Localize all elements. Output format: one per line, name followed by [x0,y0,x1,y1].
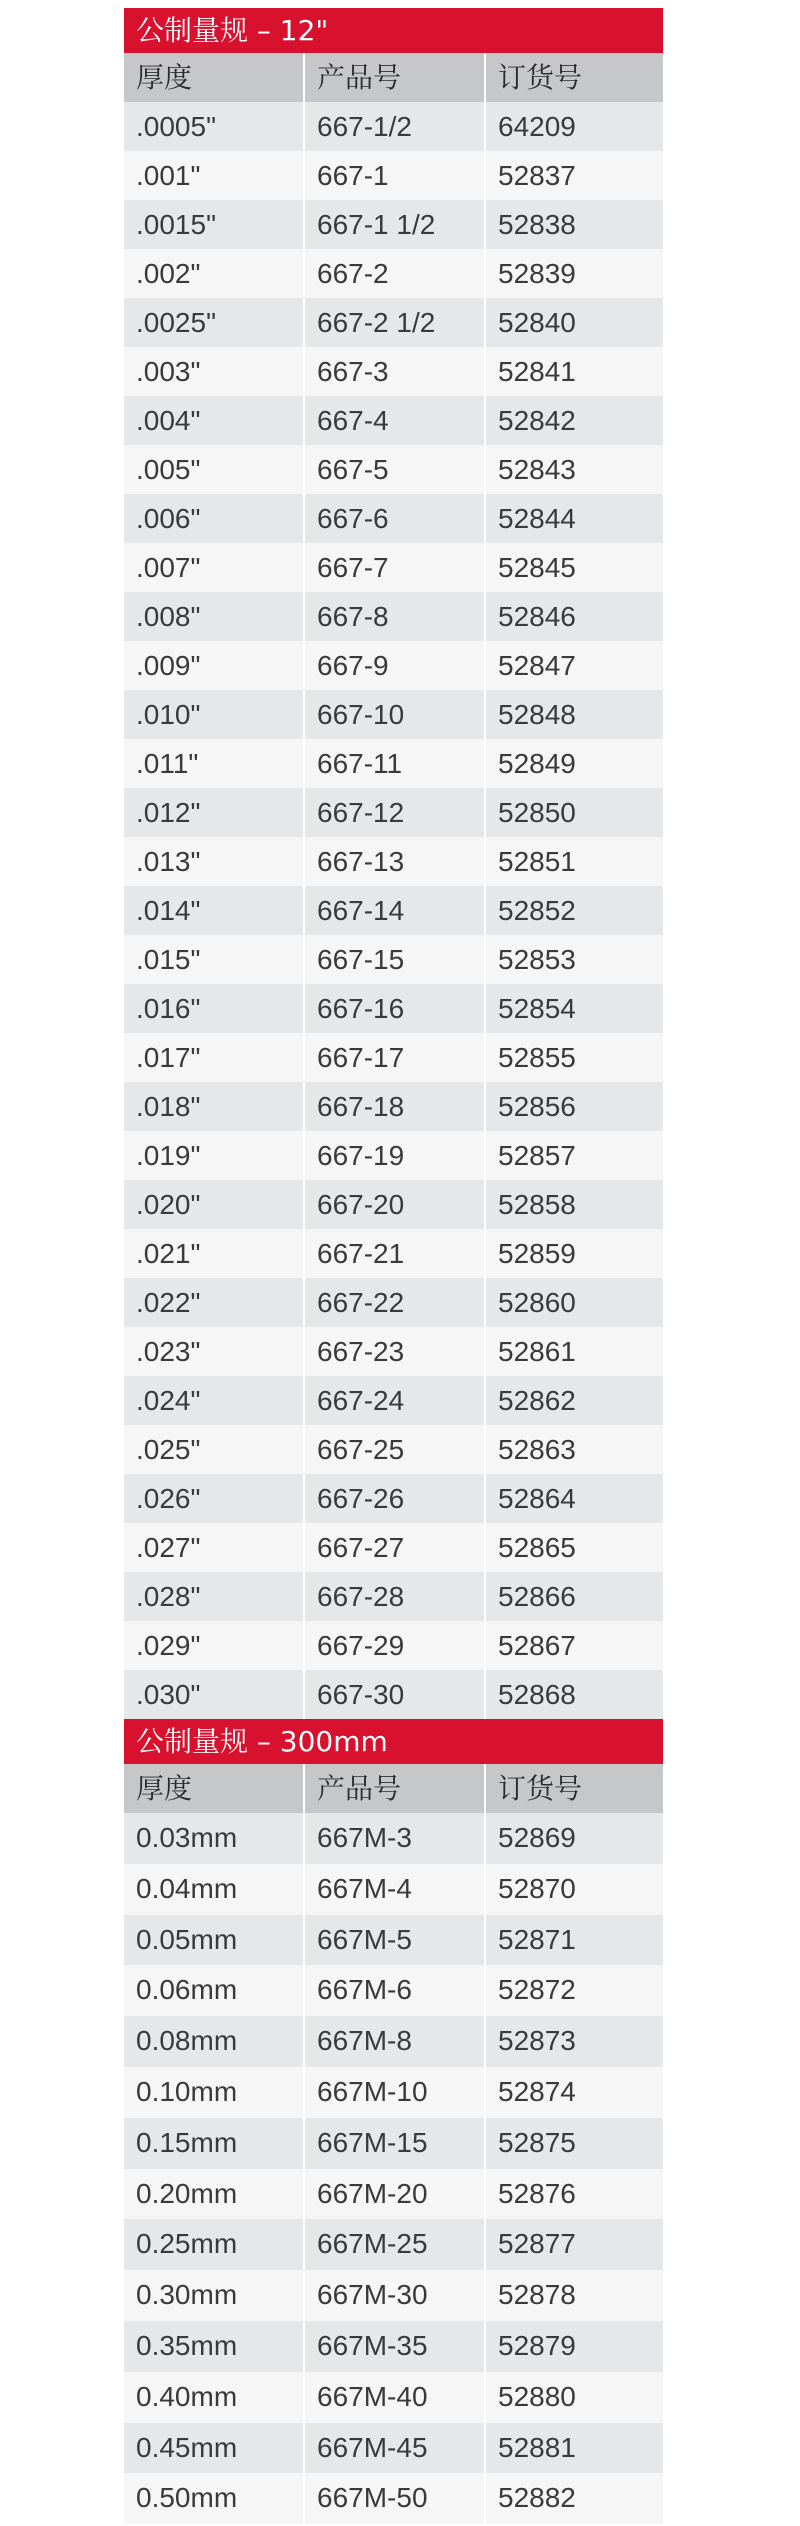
order-no-cell: 52860 [498,1287,576,1318]
header-product-no: 产品号 [305,1764,486,1813]
thickness-cell: .020" [124,1180,305,1229]
table-row [124,2118,663,2169]
table-row [124,396,663,445]
thickness-cell: 0.20mm [124,2169,305,2220]
order-no-cell: 52866 [498,1581,576,1612]
product-no-cell: 667M-8 [305,2016,486,2067]
table-row [124,2423,663,2474]
thickness-cell: 0.30mm [124,2270,305,2321]
thickness-cell: .027" [124,1523,305,1572]
table-row [124,1572,663,1621]
thickness-cell: 0.50mm [124,2473,305,2524]
thickness-cell: 0.05mm [124,1915,305,1966]
table-row [124,837,663,886]
order-no-cell: 52849 [498,748,576,779]
product-no-cell: 667-7 [305,543,486,592]
thickness-cell: .013" [124,837,305,886]
thickness-cell: .005" [124,445,305,494]
product-no-cell: 667M-15 [305,2118,486,2169]
table-row [124,2473,663,2524]
table-row [124,2372,663,2423]
thickness-cell: .019" [124,1131,305,1180]
thickness-cell: .029" [124,1621,305,1670]
order-no-cell: 52842 [498,405,576,436]
thickness-cell: .006" [124,494,305,543]
thickness-cell: .0025" [124,298,305,347]
table-row [124,2270,663,2321]
table-row [124,592,663,641]
order-no-cell: 52846 [498,601,576,632]
order-no-cell: 52847 [498,650,576,681]
order-no-cell: 52879 [498,2329,576,2361]
product-no-cell: 667-28 [305,1572,486,1621]
table-header-row [124,1764,663,1813]
thickness-cell: 0.35mm [124,2321,305,2372]
header-product-no: 产品号 [305,53,486,102]
product-no-cell: 667-3 [305,347,486,396]
table-row [124,2067,663,2118]
thickness-cell: .008" [124,592,305,641]
table-row [124,788,663,837]
order-no-cell: 52870 [498,1872,576,1904]
product-no-cell: 667-15 [305,935,486,984]
product-no-cell: 667-16 [305,984,486,1033]
thickness-cell: 0.15mm [124,2118,305,2169]
product-no-cell: 667M-10 [305,2067,486,2118]
order-no-cell: 52857 [498,1140,576,1171]
table-row [124,1131,663,1180]
product-no-cell: 667-26 [305,1474,486,1523]
thickness-cell: .016" [124,984,305,1033]
thickness-cell: .017" [124,1033,305,1082]
spec-tables [124,8,663,2524]
table-row [124,641,663,690]
thickness-cell: .026" [124,1474,305,1523]
order-no-cell: 52869 [498,1822,576,1853]
product-no-cell: 667-17 [305,1033,486,1082]
product-no-cell: 667-8 [305,592,486,641]
table-row [124,1523,663,1572]
product-no-cell: 667-5 [305,445,486,494]
product-no-cell: 667M-5 [305,1915,486,1966]
thickness-cell: .021" [124,1229,305,1278]
order-no-cell: 52854 [498,993,576,1024]
product-no-cell: 667M-30 [305,2270,486,2321]
order-no-cell: 52865 [498,1532,576,1563]
product-no-cell: 667-6 [305,494,486,543]
thickness-cell: 0.25mm [124,2219,305,2270]
product-no-cell: 667M-4 [305,1864,486,1915]
product-no-cell: 667-21 [305,1229,486,1278]
order-no-cell: 52867 [498,1630,576,1661]
order-no-cell: 52868 [498,1679,576,1710]
table-row [124,445,663,494]
order-no-cell: 52872 [498,1974,576,2006]
thickness-cell: .018" [124,1082,305,1131]
product-no-cell: 667-19 [305,1131,486,1180]
table-row [124,1278,663,1327]
product-no-cell: 667-1/2 [305,102,486,151]
header-order-no: 订货号 [498,61,583,94]
product-no-cell: 667-11 [305,739,486,788]
order-no-cell: 52844 [498,503,576,534]
table-row [124,1082,663,1131]
product-no-cell: 667-20 [305,1180,486,1229]
product-no-cell: 667-4 [305,396,486,445]
table-row [124,1180,663,1229]
table-row [124,1965,663,2016]
thickness-cell: 0.10mm [124,2067,305,2118]
table-row [124,1813,663,1864]
order-no-cell: 52838 [498,209,576,240]
table-row [124,1033,663,1082]
thickness-cell: 0.03mm [124,1813,305,1864]
order-no-cell: 52837 [498,160,576,191]
product-no-cell: 667M-50 [305,2473,486,2524]
table-300mm [124,1719,663,2524]
order-no-cell: 52875 [498,2126,576,2158]
thickness-cell: 0.04mm [124,1864,305,1915]
thickness-cell: .022" [124,1278,305,1327]
table-title: 公制量规 – 12" [124,8,663,53]
product-no-cell: 667M-6 [305,1965,486,2016]
order-no-cell: 52845 [498,552,576,583]
table-row [124,1670,663,1719]
product-no-cell: 667-25 [305,1425,486,1474]
order-no-cell: 52858 [498,1189,576,1220]
product-no-cell: 667-10 [305,690,486,739]
header-thickness: 厚度 [124,53,305,102]
product-no-cell: 667-2 1/2 [305,298,486,347]
table-row [124,886,663,935]
product-no-cell: 667-14 [305,886,486,935]
table-row [124,739,663,788]
thickness-cell: 0.08mm [124,2016,305,2067]
product-no-cell: 667-1 [305,151,486,200]
order-no-cell: 52876 [498,2177,576,2209]
table-row [124,690,663,739]
order-no-cell: 52850 [498,797,576,828]
thickness-cell: 0.06mm [124,1965,305,2016]
order-no-cell: 52852 [498,895,576,926]
table-row [124,2169,663,2220]
order-no-cell: 52839 [498,258,576,289]
thickness-cell: .004" [124,396,305,445]
order-no-cell: 52874 [498,2075,576,2107]
table-row [124,1376,663,1425]
order-no-cell: 52864 [498,1483,576,1514]
thickness-cell: .028" [124,1572,305,1621]
product-no-cell: 667-24 [305,1376,486,1425]
order-no-cell: 52877 [498,2228,576,2260]
thickness-cell: .001" [124,151,305,200]
header-thickness: 厚度 [124,1764,305,1813]
thickness-cell: .030" [124,1670,305,1719]
table-body [124,102,663,1719]
thickness-cell: 0.40mm [124,2372,305,2423]
table-row [124,1425,663,1474]
product-no-cell: 667-12 [305,788,486,837]
order-no-cell: 52859 [498,1238,576,1269]
product-no-cell: 667M-3 [305,1813,486,1864]
table-row [124,2016,663,2067]
thickness-cell: 0.45mm [124,2423,305,2474]
order-no-cell: 52873 [498,2025,576,2057]
header-order-no: 订货号 [498,1772,583,1805]
thickness-cell: .011" [124,739,305,788]
product-no-cell: 667-9 [305,641,486,690]
order-no-cell: 52843 [498,454,576,485]
product-no-cell: 667-29 [305,1621,486,1670]
order-no-cell: 52855 [498,1042,576,1073]
order-no-cell: 64209 [498,111,576,142]
table-body [124,1813,663,2524]
product-no-cell: 667-2 [305,249,486,298]
order-no-cell: 52840 [498,307,576,338]
table-row [124,984,663,1033]
table-row [124,935,663,984]
product-no-cell: 667M-45 [305,2423,486,2474]
order-no-cell: 52862 [498,1385,576,1416]
thickness-cell: .023" [124,1327,305,1376]
order-no-cell: 52863 [498,1434,576,1465]
product-no-cell: 667M-25 [305,2219,486,2270]
order-no-cell: 52871 [498,1923,576,1955]
table-row [124,1915,663,1966]
product-no-cell: 667-1 1/2 [305,200,486,249]
table-row [124,543,663,592]
table-title: 公制量规 – 300mm [124,1719,663,1764]
table-row [124,1474,663,1523]
table-row [124,2321,663,2372]
table-row [124,249,663,298]
product-no-cell: 667-27 [305,1523,486,1572]
table-row [124,1229,663,1278]
product-no-cell: 667-22 [305,1278,486,1327]
order-no-cell: 52878 [498,2279,576,2311]
table-row [124,1327,663,1376]
order-no-cell: 52841 [498,356,576,387]
thickness-cell: .010" [124,690,305,739]
order-no-cell: 52861 [498,1336,576,1367]
order-no-cell: 52882 [498,2482,576,2514]
product-no-cell: 667-23 [305,1327,486,1376]
product-no-cell: 667-30 [305,1670,486,1719]
table-row [124,102,663,151]
thickness-cell: .009" [124,641,305,690]
order-no-cell: 52848 [498,699,576,730]
table-row [124,151,663,200]
product-no-cell: 667M-20 [305,2169,486,2220]
thickness-cell: .007" [124,543,305,592]
thickness-cell: .024" [124,1376,305,1425]
table-row [124,347,663,396]
order-no-cell: 52881 [498,2431,576,2463]
thickness-cell: .025" [124,1425,305,1474]
table-row [124,494,663,543]
order-no-cell: 52856 [498,1091,576,1122]
thickness-cell: .003" [124,347,305,396]
table-row [124,1621,663,1670]
thickness-cell: .015" [124,935,305,984]
order-no-cell: 52853 [498,944,576,975]
thickness-cell: .0005" [124,102,305,151]
table-header-row [124,53,663,102]
table-row [124,1864,663,1915]
table-row [124,298,663,347]
order-no-cell: 52880 [498,2380,576,2412]
table-12-inch [124,8,663,1719]
thickness-cell: .014" [124,886,305,935]
product-no-cell: 667M-35 [305,2321,486,2372]
order-no-cell: 52851 [498,846,576,877]
table-row [124,2219,663,2270]
product-no-cell: 667M-40 [305,2372,486,2423]
product-no-cell: 667-18 [305,1082,486,1131]
table-row [124,200,663,249]
thickness-cell: .002" [124,249,305,298]
thickness-cell: .012" [124,788,305,837]
thickness-cell: .0015" [124,200,305,249]
product-no-cell: 667-13 [305,837,486,886]
